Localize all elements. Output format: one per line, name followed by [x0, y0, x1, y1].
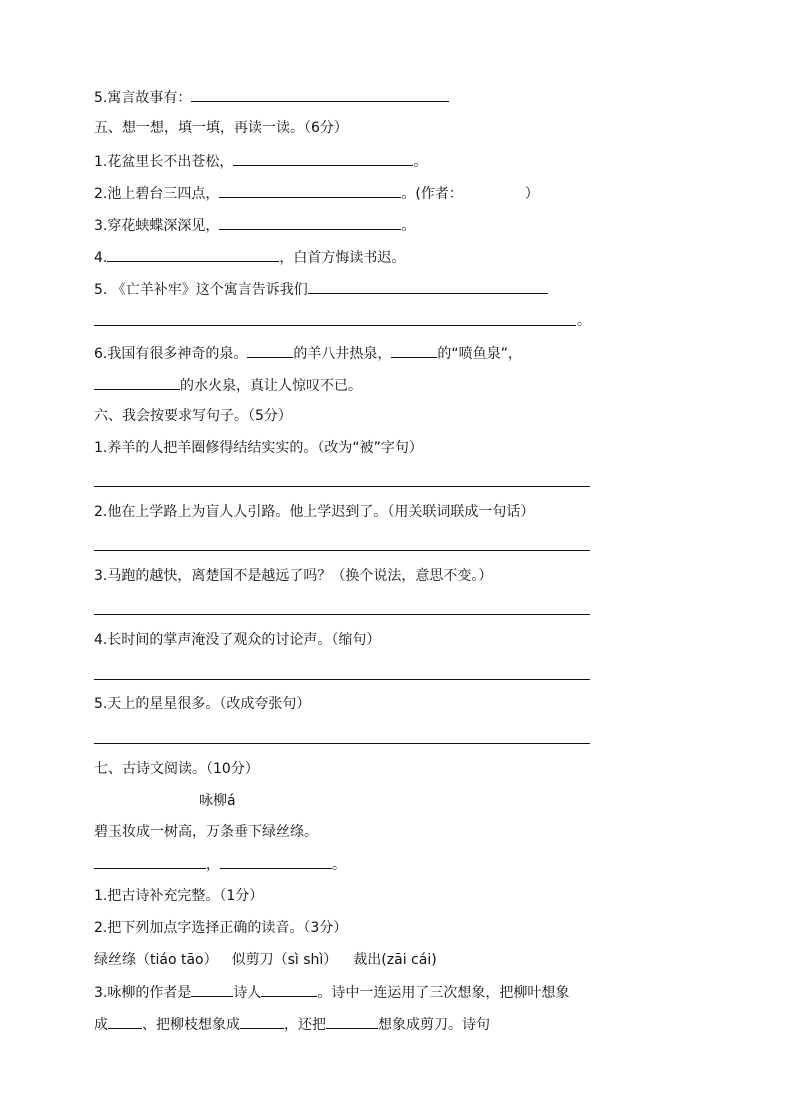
poem-title: 咏柳á	[199, 793, 236, 809]
answer-blank[interactable]	[94, 375, 180, 390]
sec5-line-1: 1.花盆里长不出苍松， 。	[94, 151, 427, 172]
answer-blank[interactable]	[191, 982, 233, 997]
sec6-question-5: 5.天上的星星很多。（改成夸张句）	[94, 696, 311, 712]
answer-blank[interactable]	[233, 151, 413, 166]
sec7-question-2: 2.把下列加点字选择正确的读音。（3分）	[94, 920, 348, 936]
answer-blank[interactable]	[391, 343, 437, 358]
answer-blank[interactable]	[220, 854, 332, 869]
answer-blank[interactable]	[191, 87, 449, 102]
sec6-question-4: 4.长时间的掌声淹没了观众的讨论声。（缩句）	[94, 632, 381, 648]
answer-blank[interactable]	[219, 183, 401, 198]
answer-blank[interactable]	[108, 1014, 142, 1029]
section-6-title: 六、我会按要求写句子。（5分）	[94, 408, 292, 424]
period-mark: 。	[577, 313, 591, 329]
pinyin-options: 绿丝绦（tiáo tāo） 似剪刀（sì shì） 裁出(zāi cái)	[94, 952, 437, 968]
answer-blank[interactable]	[94, 854, 206, 869]
sec5-line-3: 3.穿花蛱蝶深深见， 。	[94, 215, 415, 236]
answer-blank[interactable]	[219, 215, 401, 230]
sec5-line-4: 4. ，白首方悔读书迟。	[94, 247, 405, 268]
sec7-question-3-cont: 成 、把柳枝想象成 ，还把 想象成剪刀。诗句	[94, 1014, 490, 1035]
sec6-question-1: 1.养羊的人把羊圈修得结结实实的。（改为“被”字句）	[94, 440, 423, 456]
answer-blank[interactable]	[247, 343, 293, 358]
sec5-line-5: 5. 《亡羊补牢》这个寓言告诉我们	[94, 279, 548, 300]
section-7-title: 七、古诗文阅读。（10分）	[94, 761, 259, 777]
poem-line-2: ， 。	[94, 854, 346, 875]
answer-blank[interactable]	[308, 279, 548, 294]
sec7-question-3: 3.咏柳的作者是 诗人 。诗中一连运用了三次想象，把柳叶想象	[94, 982, 569, 1003]
answer-line[interactable]	[94, 679, 590, 680]
answer-blank[interactable]	[326, 1014, 378, 1029]
sec5-line-6: 6.我国有很多神奇的泉。 的羊八井热泉， 的“喷鱼泉”，	[94, 343, 522, 364]
sec7-question-1: 1.把古诗补充完整。（1分）	[94, 888, 264, 904]
answer-blank[interactable]	[240, 1014, 284, 1029]
sec6-question-3: 3.马跑的越快，离楚国不是越远了吗？（换个说法，意思不变。）	[94, 568, 493, 584]
sec5-line-7: 的水火泉，真让人惊叹不已。	[94, 375, 362, 396]
answer-line[interactable]	[94, 743, 590, 744]
answer-line[interactable]	[94, 614, 590, 615]
sec5-line-2: 2.池上碧台三四点， 。(作者： ）	[94, 183, 539, 204]
section-5-title: 五、想一想，填一填，再读一读。（6分）	[94, 120, 348, 136]
answer-line[interactable]	[94, 486, 590, 487]
answer-line[interactable]	[94, 325, 576, 326]
answer-blank[interactable]	[261, 982, 317, 997]
answer-blank[interactable]	[107, 247, 279, 262]
fable-question: 5.寓言故事有：	[94, 87, 449, 108]
poem-line-1: 碧玉妆成一树高，万条垂下绿丝绦。	[94, 824, 318, 840]
answer-line[interactable]	[94, 550, 590, 551]
sec6-question-2: 2.他在上学路上为盲人人引路。他上学迟到了。（用关联词联成一句话）	[94, 504, 535, 520]
